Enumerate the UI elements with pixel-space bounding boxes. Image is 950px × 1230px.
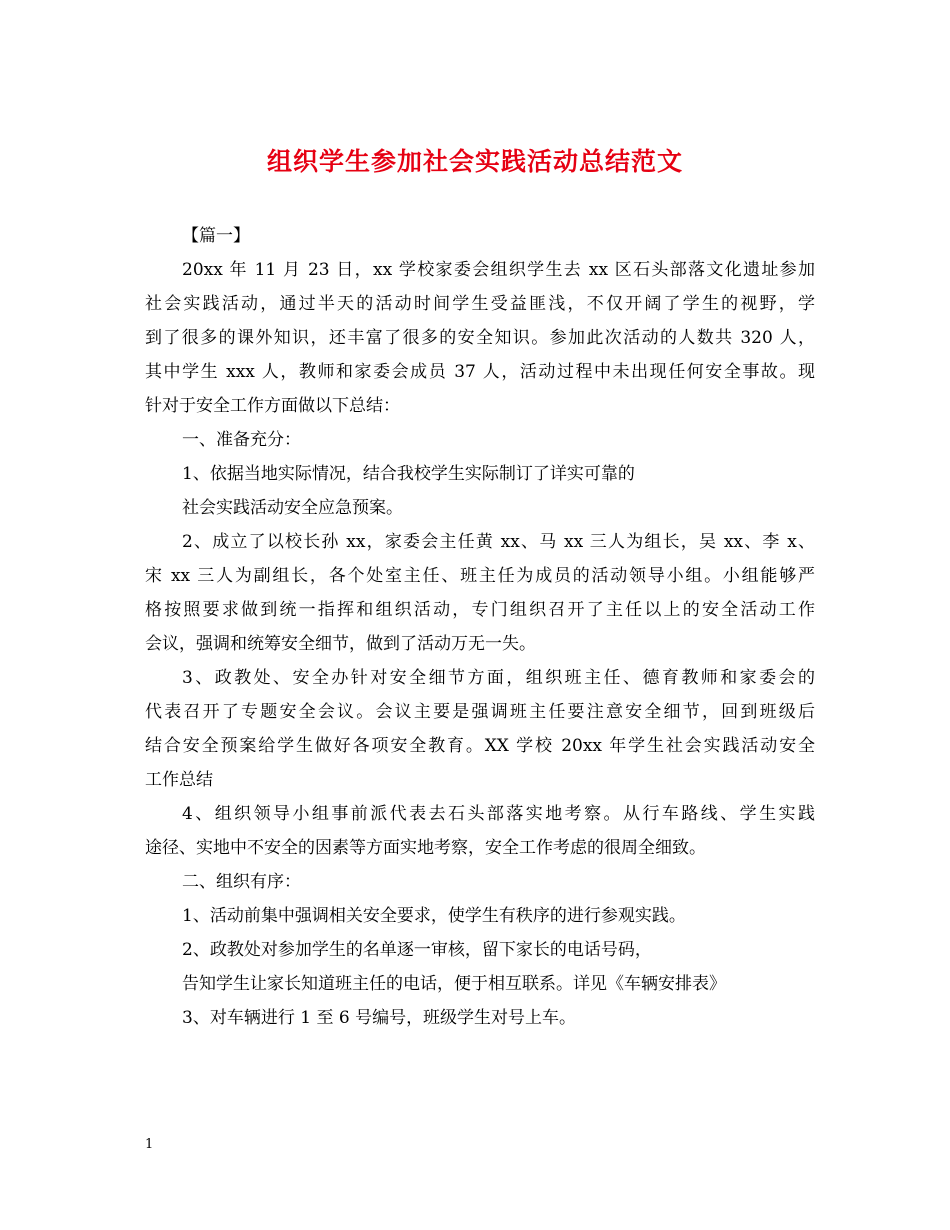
paragraph-line: 3、政教处、安全办针对安全细节方面，组织班主任、德育教师和家委会的: [182, 668, 815, 688]
page-number: 1: [145, 1137, 154, 1152]
paragraph-line: 社会实践活动安全应急预案。: [182, 498, 403, 518]
paragraph-line: 格按照要求做到统一指挥和组织活动，专门组织召开了主任以上的安全活动工作: [145, 600, 815, 620]
paragraph-line: 工作总结: [145, 770, 213, 790]
paragraph-line: 其中学生 xxx 人，教师和家委会成员 37 人，活动过程中未出现任何安全事故。现: [145, 362, 815, 382]
paragraph-line: 会议，强调和统筹安全细节，做到了活动万无一失。: [145, 634, 536, 654]
document-title: 组织学生参加社会实践活动总结范文: [266, 147, 683, 176]
paragraph-line: 途径、实地中不安全的因素等方面实地考察，安全工作考虑的很周全细致。: [145, 838, 706, 858]
paragraph-line: 4、组织领导小组事前派代表去石头部落实地考察。从行车路线、学生实践: [182, 804, 815, 824]
subsection-heading: 二、组织有序：: [182, 872, 301, 892]
document-body: [145, 219, 815, 1035]
paragraph-line: 代表召开了专题安全会议。会议主要是强调班主任要注意安全细节，回到班级后: [145, 702, 815, 722]
paragraph-line: 1、活动前集中强调相关安全要求，使学生有秩序的进行参观实践。: [182, 906, 686, 926]
paragraph-line: 宋 xx 三人为副组长，各个处室主任、班主任为成员的活动领导小组。小组能够严: [145, 566, 815, 586]
paragraph-line: 告知学生让家长知道班主任的电话，便于相互联系。详见《车辆安排表》: [182, 974, 726, 994]
paragraph-line: 2、政教处对参加学生的名单逐一审核，留下家长的电话号码，: [182, 940, 652, 960]
subsection-heading: 一、准备充分：: [182, 430, 301, 450]
paragraph-line: 到了很多的课外知识，还丰富了很多的安全知识。参加此次活动的人数共 320 人，: [145, 328, 815, 348]
paragraph-line: 针对于安全工作方面做以下总结：: [145, 396, 400, 416]
paragraph-line: 社会实践活动，通过半天的活动时间学生受益匪浅，不仅开阔了学生的视野，学: [145, 294, 815, 314]
paragraph-line: 1、依据当地实际情况，结合我校学生实际制订了详实可靠的: [182, 464, 635, 484]
paragraph-line: 20xx 年 11 月 23 日，xx 学校家委会组织学生去 xx 区石头部落文化遗址参加: [182, 260, 815, 280]
paragraph-line: 结合安全预案给学生做好各项安全教育。XX 学校 20xx 年学生社会实践活动安全: [145, 736, 815, 756]
section-heading: 【篇一】: [182, 226, 250, 246]
paragraph-line: 2、成立了以校长孙 xx，家委会主任黄 xx、马 xx 三人为组长，吴 xx、李 x、: [182, 532, 815, 552]
paragraph-line: 3、对车辆进行 1 至 6 号编号，班级学生对号上车。: [182, 1008, 577, 1028]
